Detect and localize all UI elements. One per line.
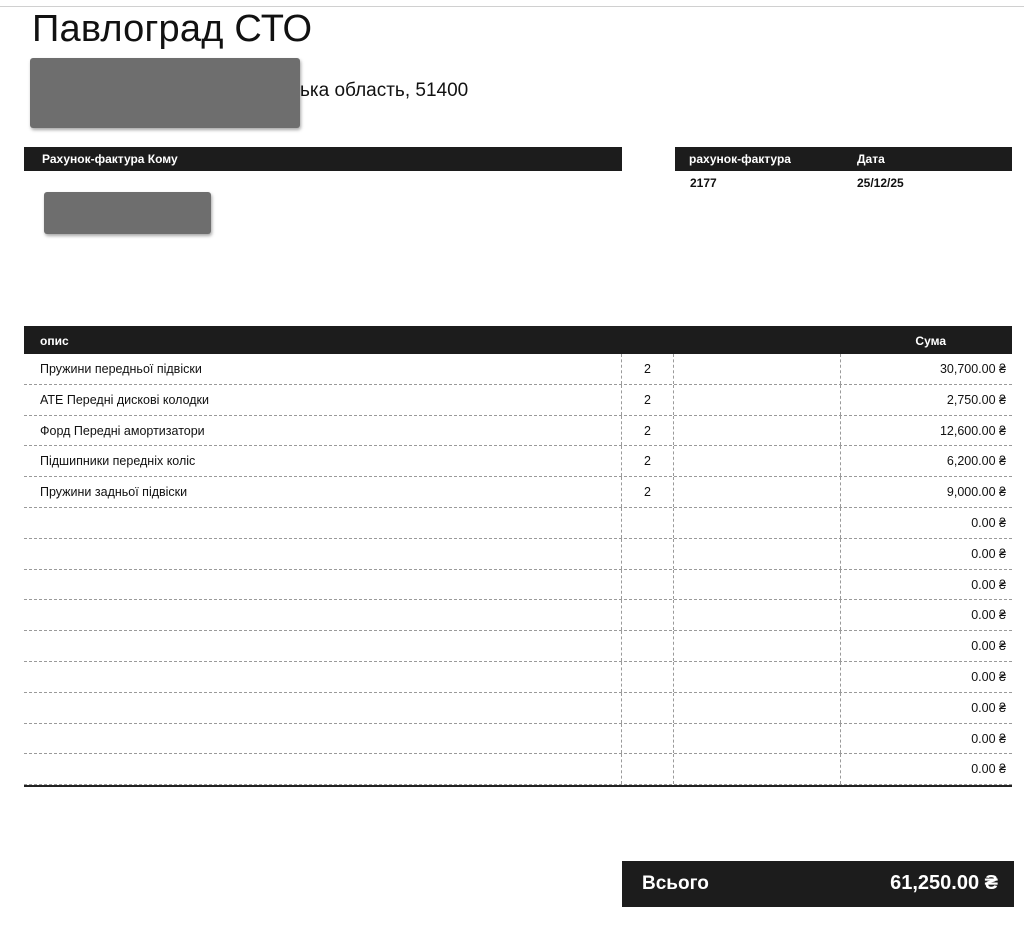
row-description: [24, 508, 622, 538]
header-amount: Сума: [915, 334, 946, 348]
row-amount: 0.00 ₴: [971, 639, 1006, 654]
table-row: [24, 631, 1012, 662]
row-description: [24, 600, 622, 630]
row-quantity: [622, 570, 674, 600]
table-row: [24, 416, 1012, 447]
row-amount: 0.00 ₴: [971, 608, 1006, 623]
row-description: [24, 724, 622, 754]
row-amount: 0.00 ₴: [971, 700, 1006, 715]
row-amount: 6,200.00 ₴: [946, 454, 1006, 469]
row-quantity: 2: [622, 477, 674, 507]
table-row: [24, 724, 1012, 755]
row-unit-price: [674, 754, 841, 784]
total-label: Всього: [642, 873, 709, 894]
line-items-table: [24, 326, 1012, 787]
invoice-info-header: [675, 147, 1012, 171]
row-quantity: 2: [622, 446, 674, 476]
row-amount: 30,700.00 ₴: [939, 362, 1006, 376]
row-amount: 0.00 ₴: [971, 515, 1006, 530]
header-description: опис: [40, 334, 69, 348]
row-amount: 0.00 ₴: [971, 731, 1006, 746]
row-description: [24, 754, 622, 784]
row-unit-price: [674, 600, 841, 630]
invoice-date-label: Дата: [857, 152, 885, 166]
row-quantity: [622, 662, 674, 692]
row-quantity: [622, 600, 674, 630]
row-quantity: [622, 539, 674, 569]
row-amount: 0.00 ₴: [971, 669, 1006, 684]
row-description: [24, 693, 622, 723]
row-description: Форд Передні амортизатори: [24, 416, 622, 446]
row-amount: 0.00 ₴: [971, 546, 1006, 561]
table-header: [24, 326, 1012, 354]
table-row: [24, 570, 1012, 601]
row-unit-price: [674, 662, 841, 692]
table-row: [24, 354, 1012, 385]
row-description: Пружини задньої підвіски: [24, 477, 622, 507]
row-description: ATE Передні дискові колодки: [24, 385, 622, 415]
row-amount: 12,600.00 ₴: [939, 423, 1006, 438]
row-quantity: [622, 724, 674, 754]
table-bottom-rule: [24, 785, 1012, 787]
row-quantity: [622, 631, 674, 661]
row-quantity: [622, 693, 674, 723]
bill-to-label: Рахунок-фактура Кому: [42, 152, 178, 166]
invoice-number: 2177: [690, 176, 717, 190]
row-amount: 0.00 ₴: [971, 577, 1006, 592]
row-quantity: 2: [622, 354, 674, 384]
table-row: [24, 693, 1012, 724]
table-row: [24, 600, 1012, 631]
row-unit-price: [674, 477, 841, 507]
company-address: ька область, 51400: [300, 80, 469, 101]
row-description: [24, 662, 622, 692]
row-quantity: [622, 508, 674, 538]
row-description: [24, 631, 622, 661]
table-row: [24, 539, 1012, 570]
total-value: 61,250.00 ₴: [890, 872, 998, 894]
table-row: [24, 508, 1012, 539]
row-description: [24, 539, 622, 569]
row-unit-price: [674, 693, 841, 723]
redacted-address-block: [30, 58, 300, 128]
bill-to-header: [24, 147, 622, 171]
company-name: Павлоград СТО: [32, 8, 313, 50]
row-amount: 9,000.00 ₴: [946, 485, 1006, 500]
redacted-recipient-block: [44, 192, 211, 234]
row-description: Пружини передньої підвіски: [24, 354, 622, 384]
total-box: [622, 861, 1014, 907]
row-unit-price: [674, 631, 841, 661]
row-description: Підшипники передніх коліс: [24, 446, 622, 476]
row-unit-price: [674, 508, 841, 538]
table-body: [24, 354, 1012, 785]
row-unit-price: [674, 570, 841, 600]
row-unit-price: [674, 385, 841, 415]
row-description: [24, 570, 622, 600]
invoice-date: 25/12/25: [857, 176, 904, 190]
row-quantity: 2: [622, 416, 674, 446]
row-amount: 2,750.00 ₴: [946, 392, 1006, 407]
invoice-number-label: рахунок-фактура: [689, 152, 791, 166]
row-unit-price: [674, 354, 841, 384]
row-unit-price: [674, 446, 841, 476]
table-row: [24, 446, 1012, 477]
table-row: [24, 385, 1012, 416]
table-row: [24, 662, 1012, 693]
table-row: [24, 477, 1012, 508]
table-row: [24, 754, 1012, 785]
row-unit-price: [674, 416, 841, 446]
row-unit-price: [674, 539, 841, 569]
row-quantity: 2: [622, 385, 674, 415]
row-quantity: [622, 754, 674, 784]
row-unit-price: [674, 724, 841, 754]
top-divider: [0, 6, 1024, 7]
row-amount: 0.00 ₴: [971, 762, 1006, 777]
